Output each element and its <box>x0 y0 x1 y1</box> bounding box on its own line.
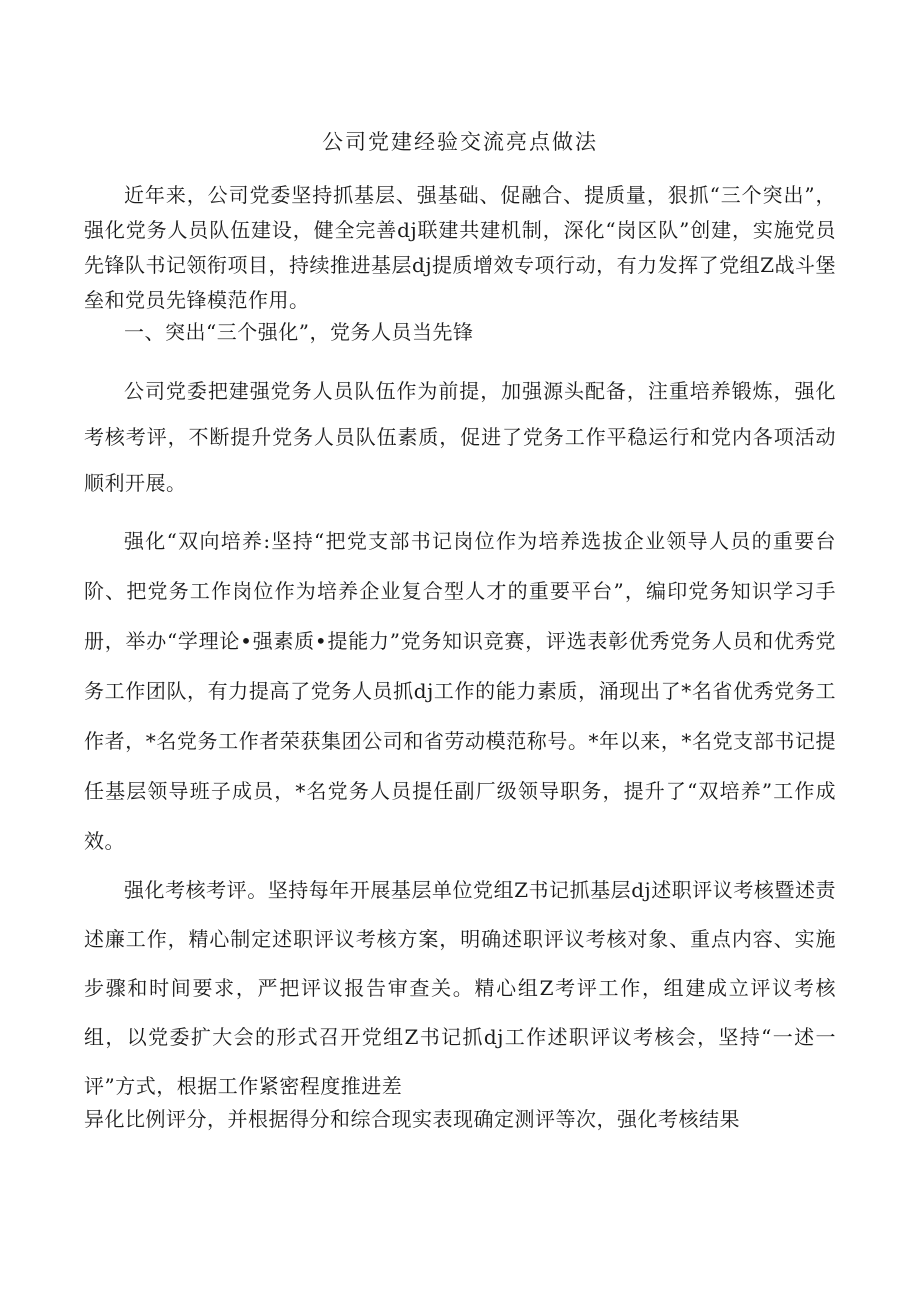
section-paragraph-3: 强化考核考评。坚持每年开展基层单位党组Z书记抓基层dj述职评议考核暨述责述廉工作，精心制定述职评议考核方案，明确述职评议考核对象、重点内容、实施步骤和时间要求，严把评议报告审查关。精心组Z考评工作，组建成立评议考核组，以党委扩大会的形式召开党组Z书记抓dj工作述职评议考核会，坚持“一述一评”方式，根据工作紧密程度推进差 <box>84 878 836 1098</box>
continuation-line: 异化比例评分，并根据得分和综合现实表现确定测评等次，强化考核结果 <box>84 1107 740 1131</box>
intro-paragraph: 近年来，公司党委坚持抓基层、强基础、促融合、提质量，狠抓“三个突出”，强化党务人员队伍建设，健全完善dj联建共建机制，深化“岗区队”创建，实施党员先锋队书记领衔项目，持续推进基层dj提质增效专项行动，有力发挥了党组Z战斗堡垒和党员先锋模范作用。 <box>84 183 836 312</box>
section-paragraph-2: 强化“双向培养:坚持“把党支部书记岗位作为培养选拔企业领导人员的重要台阶、把党务工作岗位作为培养企业复合型人才的重要平台”，编印党务知识学习手册，举办“学理论•强素质•提能力”党务知识竞赛，评选表彰优秀党务人员和优秀党务工作团队，有力提高了党务人员抓dj工作的能力素质，涌现出了*名省优秀党务工作者，*名党务工作者荣获集团公司和省劳动模范称号。*年以来，*名党支部书记提任基层领导班子成员，*名党务人员提任副厂级领导职务，提升了“双培养”工作成效。 <box>84 529 836 853</box>
section-paragraph-1: 公司党委把建强党务人员队伍作为前提，加强源头配备，注重培养锻炼，强化考核考评，不断提升党务人员队伍素质，促进了党务工作平稳运行和党内各项活动顺利开展。 <box>84 379 836 495</box>
section-heading: 一、突出“三个强化”，党务人员当先锋 <box>124 320 474 344</box>
document-title: 公司党建经验交流亮点做法 <box>322 130 598 154</box>
